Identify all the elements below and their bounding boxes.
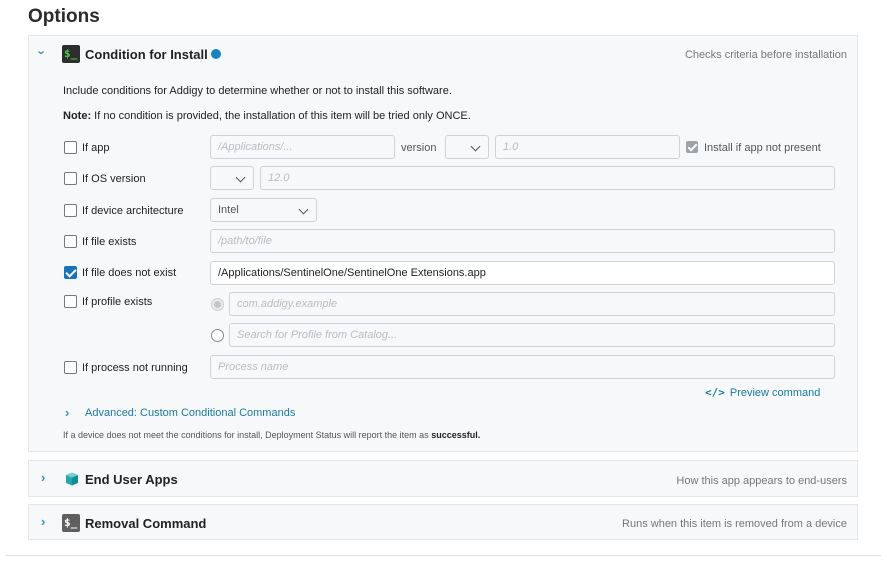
condition-note	[63, 110, 471, 122]
install-if-absent-label: Install if app not present	[704, 142, 821, 154]
removal-command-description: Runs when this item is removed from a device	[622, 518, 847, 530]
os-version-input[interactable]	[260, 166, 835, 190]
if-app-label: If app	[82, 142, 110, 154]
condition-title: Condition for Install	[85, 47, 208, 62]
file-exists-placeholder: /path/to/file	[218, 235, 272, 247]
chevron-down-icon[interactable]: ›	[34, 50, 50, 55]
if-file-exists-label: If file exists	[82, 236, 137, 248]
condition-footer-note	[63, 430, 480, 440]
if-profile-label: If profile exists	[82, 296, 153, 308]
app-path-input[interactable]	[210, 135, 395, 159]
removal-command-panel[interactable]	[28, 504, 858, 540]
profile-id-radio[interactable]	[211, 298, 224, 311]
if-profile-checkbox[interactable]	[64, 295, 77, 308]
version-label: version	[401, 142, 437, 154]
chevron-right-icon[interactable]: ›	[41, 470, 46, 485]
condition-intro: Include conditions for Addigy to determine whether or not to install this software.	[63, 85, 452, 97]
divider	[6, 555, 881, 556]
end-user-apps-description: How this app appears to end-users	[676, 475, 847, 487]
chevron-down-icon	[471, 142, 481, 152]
if-os-checkbox[interactable]	[64, 172, 77, 185]
file-not-exist-value: /Applications/SentinelOne/SentinelOne Extensions.app	[218, 267, 486, 279]
status-dot	[211, 49, 221, 59]
chevron-right-icon[interactable]: ›	[41, 514, 46, 529]
if-file-not-exist-label: If file does not exist	[82, 267, 177, 279]
process-name-placeholder: Process name	[218, 361, 289, 373]
app-version-placeholder: 1.0	[503, 141, 519, 153]
if-app-checkbox[interactable]	[64, 141, 77, 154]
chevron-right-icon[interactable]: ›	[65, 405, 70, 420]
code-icon: </>	[705, 386, 725, 399]
architecture-value: Intel	[218, 204, 239, 216]
profile-id-placeholder: com.addigy.example	[237, 298, 338, 310]
preview-command-label: Preview command	[729, 387, 821, 399]
removal-command-title: Removal Command	[85, 516, 207, 531]
condition-description: Checks criteria before installation	[684, 49, 847, 61]
architecture-select[interactable]	[210, 198, 317, 222]
condition-panel	[28, 35, 858, 452]
process-name-input[interactable]	[210, 355, 835, 379]
preview-command-link[interactable]	[705, 386, 820, 399]
app-version-input[interactable]	[495, 135, 680, 159]
footer-bold: successful.	[431, 430, 481, 440]
section-title: Options	[28, 6, 100, 27]
end-user-apps-panel[interactable]	[28, 460, 858, 497]
advanced-commands-link[interactable]: Advanced: Custom Conditional Commands	[85, 407, 296, 419]
if-os-label: If OS version	[82, 173, 146, 185]
profile-catalog-placeholder: Search for Profile from Catalog...	[237, 329, 398, 341]
version-operator-select[interactable]	[445, 135, 489, 159]
terminal-icon: $_	[62, 514, 80, 532]
if-process-label: If process not running	[82, 362, 188, 374]
footer-text: If a device does not meet the conditions for install, Deployment Status will report the item as	[63, 430, 432, 440]
if-arch-label: If device architecture	[82, 205, 184, 217]
note-text: If no condition is provided, the installation of this item will be tried only ONCE.	[91, 110, 471, 122]
terminal-icon: $_	[62, 45, 80, 63]
if-file-exists-checkbox[interactable]	[64, 235, 77, 248]
install-if-absent-checkbox[interactable]	[686, 141, 698, 153]
chevron-down-icon	[299, 205, 309, 215]
if-arch-checkbox[interactable]	[64, 204, 77, 217]
box-icon	[64, 472, 80, 486]
file-exists-input[interactable]	[210, 229, 835, 253]
chevron-down-icon	[236, 173, 246, 183]
os-version-placeholder: 12.0	[268, 172, 290, 184]
if-file-not-exist-checkbox[interactable]	[64, 266, 77, 279]
app-path-placeholder: /Applications/...	[218, 141, 293, 153]
note-label: Note:	[63, 110, 92, 122]
condition-panel-header[interactable]	[29, 36, 857, 76]
if-process-checkbox[interactable]	[64, 361, 77, 374]
os-operator-select[interactable]	[210, 166, 254, 190]
profile-catalog-radio[interactable]	[211, 329, 224, 342]
profile-id-input[interactable]	[229, 292, 835, 316]
end-user-apps-title: End User Apps	[85, 472, 178, 487]
profile-catalog-input[interactable]	[229, 323, 835, 347]
file-not-exist-input[interactable]	[210, 261, 835, 285]
